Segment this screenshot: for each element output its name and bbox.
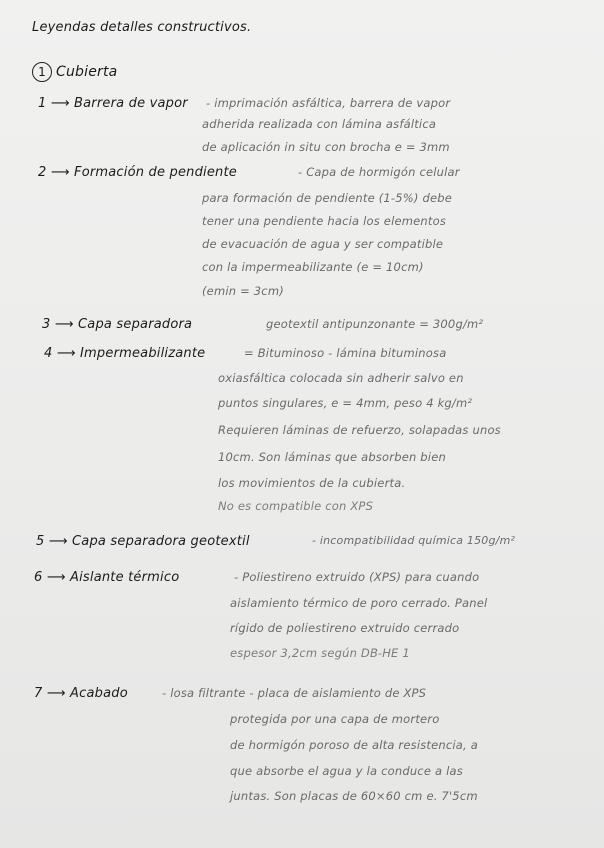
item-4-line-5: 10cm. Son láminas que absorben bien bbox=[218, 450, 446, 464]
item-heading: Acabado bbox=[70, 686, 128, 701]
item-2-heading bbox=[38, 165, 237, 180]
item-number: 2 bbox=[38, 165, 47, 180]
item-2-line-4: de evacuación de agua y ser compatible bbox=[202, 237, 444, 251]
arrow-icon: ⟶ bbox=[46, 686, 66, 701]
arrow-icon: ⟶ bbox=[56, 346, 76, 361]
item-1-line-3: de aplicación in situ con brocha e = 3mm bbox=[202, 140, 450, 154]
item-heading: Capa separadora geotextil bbox=[72, 534, 250, 549]
item-number: 7 bbox=[34, 686, 43, 701]
item-7-line-1: - losa filtrante - placa de aislamiento de XPS bbox=[162, 686, 427, 700]
item-7-line-3: de hormigón poroso de alta resistencia, a bbox=[230, 738, 479, 752]
item-6-heading bbox=[34, 570, 179, 585]
arrow-icon: ⟶ bbox=[46, 570, 66, 585]
item-5-line-1: - incompatibilidad química 150g/m² bbox=[312, 534, 516, 547]
item-5-heading bbox=[36, 534, 250, 549]
item-2-line-1: - Capa de hormigón celular bbox=[298, 165, 460, 179]
item-3-heading bbox=[42, 317, 192, 332]
item-6-line-2: aislamiento térmico de poro cerrado. Panel bbox=[230, 596, 488, 610]
item-heading: Impermeabilizante bbox=[80, 346, 206, 361]
item-7-heading bbox=[34, 686, 128, 701]
item-1-heading bbox=[38, 96, 188, 111]
item-4-line-1: = Bituminoso - lámina bituminosa bbox=[244, 346, 447, 360]
arrow-icon: ⟶ bbox=[50, 96, 70, 111]
item-4-line-4: Requieren láminas de refuerzo, solapadas unos bbox=[218, 423, 501, 437]
item-2-line-5: con la impermeabilizante (e = 10cm) bbox=[202, 260, 424, 274]
item-heading: Formación de pendiente bbox=[74, 165, 237, 180]
item-4-line-7: No es compatible con XPS bbox=[218, 499, 374, 513]
arrow-icon: ⟶ bbox=[48, 534, 68, 549]
item-7-line-4: que absorbe el agua y la conduce a las bbox=[230, 764, 463, 778]
item-2-line-6: (emin = 3cm) bbox=[202, 284, 284, 298]
item-7-line-2: protegida por una capa de mortero bbox=[230, 712, 440, 726]
item-number: 3 bbox=[42, 317, 51, 332]
section-label: Cubierta bbox=[56, 64, 118, 80]
item-6-line-4: espesor 3,2cm según DB-HE 1 bbox=[230, 646, 410, 660]
item-heading: Barrera de vapor bbox=[74, 96, 188, 111]
item-4-heading bbox=[44, 346, 205, 361]
arrow-icon: ⟶ bbox=[50, 165, 70, 180]
item-2-line-2: para formación de pendiente (1-5%) debe bbox=[202, 191, 453, 205]
item-1-line-1: - imprimación asfáltica, barrera de vapor bbox=[206, 96, 451, 110]
item-heading: Aislante térmico bbox=[70, 570, 180, 585]
item-7-line-5: juntas. Son placas de 60×60 cm e. 7'5cm bbox=[230, 789, 478, 803]
page-title: Leyendas detalles constructivos. bbox=[32, 20, 252, 35]
item-number: 4 bbox=[44, 346, 53, 361]
item-6-line-1: - Poliestireno extruido (XPS) para cuando bbox=[234, 570, 480, 584]
item-number: 6 bbox=[34, 570, 43, 585]
section-header bbox=[32, 62, 117, 82]
item-number: 1 bbox=[38, 96, 47, 111]
item-6-line-3: rígido de poliestireno extruido cerrado bbox=[230, 621, 460, 635]
item-4-line-3: puntos singulares, e = 4mm, peso 4 kg/m² bbox=[218, 396, 473, 410]
item-1-line-2: adherida realizada con lámina asfáltica bbox=[202, 117, 437, 131]
item-4-line-6: los movimientos de la cubierta. bbox=[218, 476, 406, 490]
item-2-line-3: tener una pendiente hacia los elementos bbox=[202, 214, 447, 228]
item-number: 5 bbox=[36, 534, 45, 549]
item-4-line-2: oxiasfáltica colocada sin adherir salvo en bbox=[218, 371, 464, 385]
item-3-line-1: geotextil antipunzonante = 300g/m² bbox=[266, 317, 484, 331]
arrow-icon: ⟶ bbox=[54, 317, 74, 332]
item-heading: Capa separadora bbox=[78, 317, 193, 332]
section-number: 1 bbox=[32, 62, 52, 82]
